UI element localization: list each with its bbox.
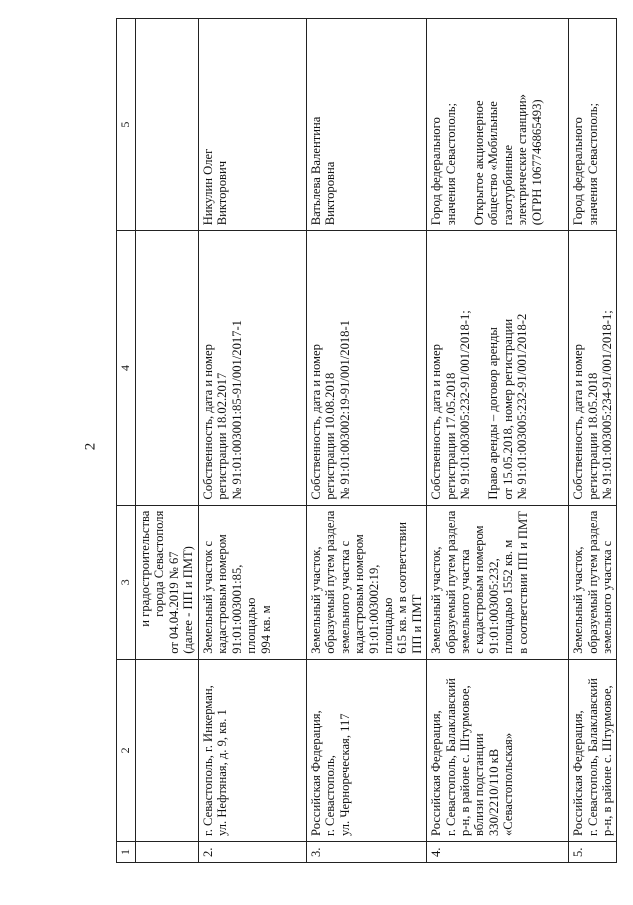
text-line: регистрации 10.08.2018 bbox=[323, 372, 338, 500]
text-line: 994 кв. м bbox=[258, 605, 273, 654]
text-line: регистрации 18.02.2017 bbox=[215, 372, 230, 500]
cell-address bbox=[569, 659, 617, 841]
cell-rights bbox=[427, 231, 569, 505]
table-row bbox=[427, 19, 569, 863]
text-line: газотурбинные bbox=[500, 144, 515, 226]
cell-holder bbox=[136, 19, 199, 231]
page-number: 2 bbox=[82, 442, 99, 451]
cell-holder bbox=[307, 19, 427, 231]
text-line: Викторовна bbox=[323, 161, 338, 226]
text-line: вблизи подстанции bbox=[472, 733, 487, 836]
text-line: № 91:01:003005:234-91/001/2018-1; bbox=[600, 310, 615, 500]
land-plots-table bbox=[116, 18, 617, 863]
cell-rights bbox=[569, 231, 617, 505]
text-line: земельного участка с bbox=[600, 540, 615, 654]
table-row bbox=[569, 19, 617, 863]
text-line: кадастровым номером bbox=[352, 534, 367, 654]
text-line: образуемый путем раздела bbox=[323, 510, 338, 654]
header-col-3: 3 bbox=[117, 505, 136, 659]
text-line: Викторович bbox=[215, 160, 230, 226]
text-line: Земельный участок, bbox=[429, 546, 444, 654]
cell-rights bbox=[199, 231, 307, 505]
table-row bbox=[307, 19, 427, 863]
text-line: № 91:01:003005:232-91/001/2018-1; bbox=[458, 310, 473, 500]
text-line: ул. Нефтяная, д. 9, кв. 1 bbox=[215, 709, 230, 836]
text-line: земельного участка с bbox=[337, 540, 352, 654]
text-line: 91:01:003001:85, площадью bbox=[229, 564, 259, 654]
text-line: 330/2210/110 кВ bbox=[486, 748, 501, 836]
text-line: Земельный участок, bbox=[571, 546, 586, 654]
cell-object bbox=[307, 505, 427, 659]
text-line: г. Севастополь, Балаклавский bbox=[443, 678, 458, 836]
table-row-continuation bbox=[136, 19, 199, 863]
text-line: и градостроительства bbox=[138, 510, 152, 627]
header-col-1: 1 bbox=[117, 841, 136, 862]
cell-num bbox=[136, 841, 199, 862]
cell-rights bbox=[136, 231, 199, 505]
cell-object bbox=[136, 505, 199, 659]
text-line: Город федерального bbox=[429, 117, 444, 226]
cell-holder bbox=[427, 19, 569, 231]
spacer bbox=[458, 24, 472, 225]
text-line: от 15.05.2018, номер регистрации bbox=[500, 318, 515, 500]
text-line: Земельный участок, bbox=[309, 546, 323, 654]
cell-holder bbox=[569, 19, 617, 231]
text-line: ПП и ПМТ bbox=[409, 594, 424, 654]
text-line: в соответствии ПП и ПМТ bbox=[515, 511, 530, 654]
text-line: Российская Федерация, bbox=[429, 710, 444, 836]
cell-object bbox=[199, 505, 307, 659]
text-line: Право аренды – договор аренды bbox=[486, 327, 501, 500]
cell-address bbox=[427, 659, 569, 841]
rotated-table-container bbox=[116, 18, 615, 863]
text-line: кадастровым номером bbox=[215, 534, 230, 654]
text-line: г. Севастополь, bbox=[323, 755, 338, 836]
cell-num: 4. bbox=[427, 841, 569, 862]
text-line: г. Севастополь, г. Инкерман, bbox=[201, 685, 215, 836]
text-line: Никулин Олег bbox=[201, 148, 215, 226]
text-line: Собственность, дата и номер bbox=[309, 344, 323, 500]
text-line: площадью 1552 кв. м bbox=[501, 539, 516, 654]
text-line: 91:01:003002:19, площадью bbox=[366, 564, 396, 654]
text-line: № 91:01:003005:232-91/001/2018-2 bbox=[515, 313, 530, 500]
cell-address bbox=[136, 659, 199, 841]
text-line: города Севастополя bbox=[152, 510, 167, 617]
cell-num: 2. bbox=[199, 841, 307, 862]
text-line: р-н, в районе с. Штурмовое, bbox=[600, 685, 615, 836]
header-col-5: 5 bbox=[117, 19, 136, 231]
text-line: Собственность, дата и номер bbox=[571, 344, 586, 500]
text-line: ул. Черноречеcкая, 117 bbox=[337, 713, 352, 836]
text-line: с кадастровым номером bbox=[472, 525, 487, 654]
table-header-row bbox=[117, 19, 136, 863]
text-line: Собственность, дата и номер bbox=[429, 344, 444, 500]
text-line: электрические станции» bbox=[515, 94, 530, 226]
text-line: образуемый путем раздела bbox=[443, 510, 458, 654]
text-line: Ватьлева Валентина bbox=[309, 116, 323, 226]
text-line: Открытое акционерное bbox=[472, 100, 487, 226]
text-line: Российская Федерация, bbox=[571, 710, 586, 836]
text-line: общество «Мобильные bbox=[486, 101, 501, 226]
text-line: (далее - ПП и ПМТ) bbox=[181, 546, 196, 654]
text-line: регистрации 17.05.2018 bbox=[443, 372, 458, 500]
text-line: «Севастопольская» bbox=[501, 732, 516, 836]
text-line: г. Севастополь, Балаклавский bbox=[585, 678, 600, 836]
cell-holder bbox=[199, 19, 307, 231]
text-line: значения Севастополь; bbox=[443, 103, 458, 226]
spacer bbox=[472, 236, 486, 499]
text-line: регистрации 18.05.2018 bbox=[585, 372, 600, 500]
text-line: Собственность, дата и номер bbox=[201, 344, 215, 500]
cell-num: 3. bbox=[307, 841, 427, 862]
cell-num: 5. bbox=[569, 841, 617, 862]
cell-address bbox=[199, 659, 307, 841]
text-line: Российская Федерация, bbox=[309, 710, 323, 836]
text-line: (ОГРН 1067746865493) bbox=[529, 99, 544, 226]
text-line: от 04.04.2019 № 67 bbox=[166, 551, 181, 654]
text-line: 91:01:003005:232, bbox=[486, 558, 501, 654]
text-line: № 91:01:003002:19-91/001/2018-1 bbox=[337, 320, 352, 500]
text-line: значения Севастополь; bbox=[585, 103, 600, 226]
cell-rights bbox=[307, 231, 427, 505]
table-row bbox=[199, 19, 307, 863]
text-line: Город федерального bbox=[571, 117, 586, 226]
text-line: р-н, в районе с. Штурмовое, bbox=[458, 685, 473, 836]
cell-object bbox=[427, 505, 569, 659]
text-line: земельного участка bbox=[458, 549, 473, 654]
header-col-2: 2 bbox=[117, 659, 136, 841]
header-col-4: 4 bbox=[117, 231, 136, 505]
text-line: образуемый путем раздела bbox=[585, 510, 600, 654]
cell-object bbox=[569, 505, 617, 659]
text-line: 615 кв. м в соответствии bbox=[395, 522, 410, 654]
cell-address bbox=[307, 659, 427, 841]
text-line: № 91:01:003001:85-91/001/2017-1 bbox=[229, 320, 244, 500]
text-line: Земельный участок с bbox=[201, 540, 215, 654]
